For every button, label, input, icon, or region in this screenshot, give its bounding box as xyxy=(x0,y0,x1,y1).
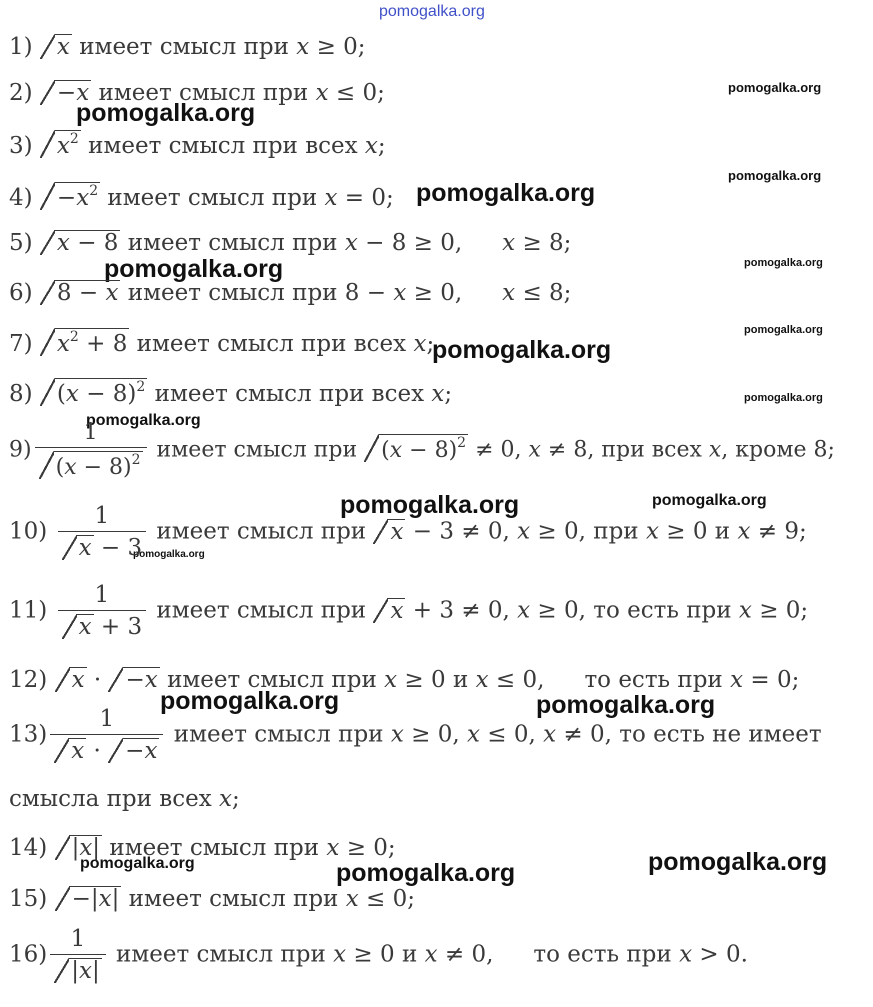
item-9: 9) $\frac{1}{(x - 8)^2}$ имеет смысл при $(x - 8)^2 \ne 0$, x ≠ 8, при всех x, кроме 8; xyxy=(9,420,835,480)
item-5: 5) x − 8 имеет смысл при x − 8 ≥ 0, x ≥ 8; xyxy=(9,230,572,256)
item-13: 13) $\frac{1}{x \cdot -x}$ имеет смысл при x ≥ 0, x ≤ 0, x ≠ 0, то есть не имеет xyxy=(9,706,822,764)
item-7: 7) $x^2 + 8$ имеет смысл при всех x; xyxy=(9,329,435,357)
watermark-top: pomogalka.org xyxy=(379,3,485,20)
item-2: 2) −x имеет смысл при x ≤ 0; xyxy=(9,80,385,106)
watermark: pomogalka.org xyxy=(86,412,201,429)
item-16: 16) $\frac{1}{|x|}$ имеет смысл при x ≥ 0 и x ≠ 0, то есть при x > 0. xyxy=(9,926,748,984)
watermark: pomogalka.org xyxy=(652,492,767,509)
watermark: pomogalka.org xyxy=(536,691,716,719)
item-3: 3) $x^2$ имеет смысл при всех x; xyxy=(9,131,386,159)
watermark: pomogalka.org xyxy=(744,324,823,336)
item-6: 6) 8 − x имеет смысл при 8 − x ≥ 0, x ≤ 8; xyxy=(9,280,572,306)
item-4: $4) -x^2$ имеет смысл при x = 0; xyxy=(9,183,394,211)
watermark: pomogalka.org xyxy=(432,336,612,364)
item-8: 8) $(x - 8)^2$ имеет смысл при всех x; xyxy=(9,379,453,407)
item-10: 10) $\frac{1}{x - 3}$ имеет смысл при x − 3 ≠ 0, x ≥ 0, при x ≥ 0 и x ≠ 9; xyxy=(9,503,807,561)
watermark: pomogalka.org xyxy=(744,257,823,269)
watermark: pomogalka.org xyxy=(76,99,256,127)
watermark: pomogalka.org xyxy=(340,491,520,519)
item-14: 14) |x| имеет смысл при x ≥ 0; xyxy=(9,835,396,861)
watermark: pomogalka.org xyxy=(133,549,205,560)
item-12: 12) x · −x имеет смысл при x ≥ 0 и x ≤ 0, то есть при x = 0; xyxy=(9,667,800,693)
item-1: 1) x имеет смысл при x ≥ 0; xyxy=(9,34,366,60)
watermark: pomogalka.org xyxy=(648,848,828,876)
watermark: pomogalka.org xyxy=(336,859,516,887)
watermark: pomogalka.org xyxy=(104,255,284,283)
watermark: pomogalka.org xyxy=(416,179,596,207)
watermark: pomogalka.org xyxy=(80,855,195,872)
watermark: pomogalka.org xyxy=(728,168,822,183)
item-15: 15) −|x| имеет смысл при x ≤ 0; xyxy=(9,886,415,912)
watermark: pomogalka.org xyxy=(728,80,822,95)
item-11: 11) $\frac{1}{x + 3}$ имеет смысл при x + 3 ≠ 0, x ≥ 0, то есть при x ≥ 0; xyxy=(9,582,809,640)
item-13-cont: смысла при всех x; xyxy=(9,786,240,812)
watermark: pomogalka.org xyxy=(744,392,823,404)
watermark: pomogalka.org xyxy=(160,687,340,715)
